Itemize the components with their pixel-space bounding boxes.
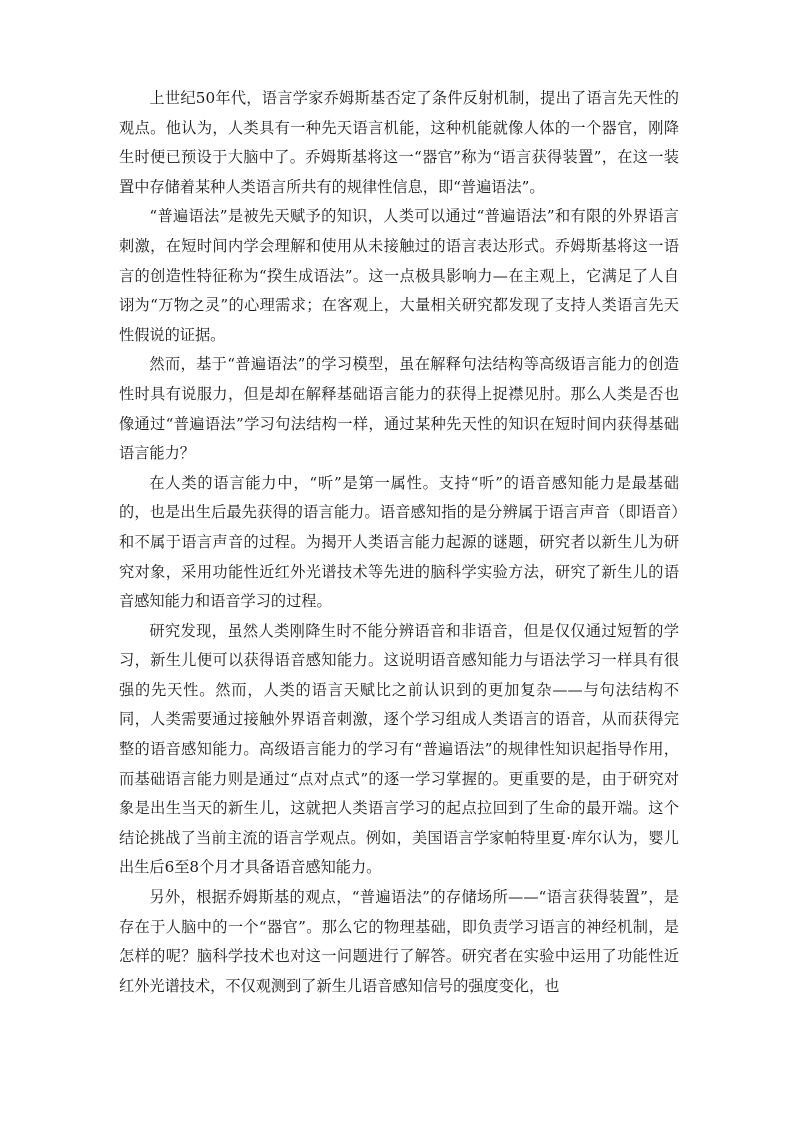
paragraph-2: “普遍语法”是被先天赋予的知识，人类可以通过“普遍语法”和有限的外界语言刺激，在短时间内学会理解和使用从未接触过的语言表达形式。乔姆斯基将这一语言的创造性特征称为“揆生成语法”。这一点极具影响力—在主观上，它满足了人自诩为“万物之灵”的心理需求；在客观上，大量相关研究都发现了支持人类语言先天性假说的证据。 <box>119 207 679 344</box>
paragraph-1: 上世纪50年代，语言学家乔姆斯基否定了条件反射机制，提出了语言先天性的观点。他认为，人类具有一种先天语言机能，这种机能就像人体的一个器官，刚降生时便已预设于大脑中了。乔姆斯基将这一“器官”称为“语言获得装置”，在这一装置中存储着某种人类语言所共有的规律性信息，即“普遍语法”。 <box>119 89 679 196</box>
document-page <box>119 84 679 1001</box>
paragraph-4: 在人类的语言能力中，“听”是第一属性。支持“听”的语音感知能力是最基础的，也是出生后最先获得的语言能力。语音感知指的是分辨属于语言声音（即语音）和不属于语言声音的过程。为揭开人类语言能力起源的谜题，研究者以新生儿为研究对象，采用功能性近红外光谱技术等先进的脑科学实验方法，研究了新生儿的语音感知能力和语音学习的过程。 <box>119 473 679 611</box>
paragraph-6: 另外，根据乔姆斯基的观点，“普遍语法”的存储场所——“语言获得装置”，是存在于人脑中的一个“器官”。那么它的物理基础，即负责学习语言的神经机制，是怎样的呢？脑科学技术也对这一问题进行了解答。研究者在实验中运用了功能性近红外光谱技术，不仅观测到了新生儿语音感知信号的强度变化，也 <box>119 888 679 995</box>
paragraph-5: 研究发现，虽然人类刚降生时不能分辨语音和非语音，但是仅仅通过短暂的学习，新生儿便可以获得语音感知能力。这说明语音感知能力与语法学习一样具有很强的先天性。然而，人类的语言天赋比之前认识到的更加复杂——与句法结构不同，人类需要通过接触外界语音刺激，逐个学习组成人类语言的语音，从而获得完整的语音感知能力。高级语言能力的学习有“普遍语法”的规律性知识起指导作用，而基础语言能力则是通过“点对点式”的逐一学习掌握的。更重要的是，由于研究对象是出生当天的新生儿，这就把人类语言学习的起点拉回到了生命的最开端。这个结论挑战了当前主流的语言学观点。例如，美国语言学家帕特里夏·库尔认为，婴儿出生后6至8个月才具备语音感知能力。 <box>119 621 679 877</box>
paragraph-3: 然而，基于“普遍语法”的学习模型，虽在解释句法结构等高级语言能力的创造性时具有说服力，但是却在解释基础语言能力的获得上捉襟见肘。那么人类是否也像通过“普遍语法”学习句法结构一样，通过某种先天性的知识在短时间内获得基础语言能力？ <box>119 355 679 463</box>
